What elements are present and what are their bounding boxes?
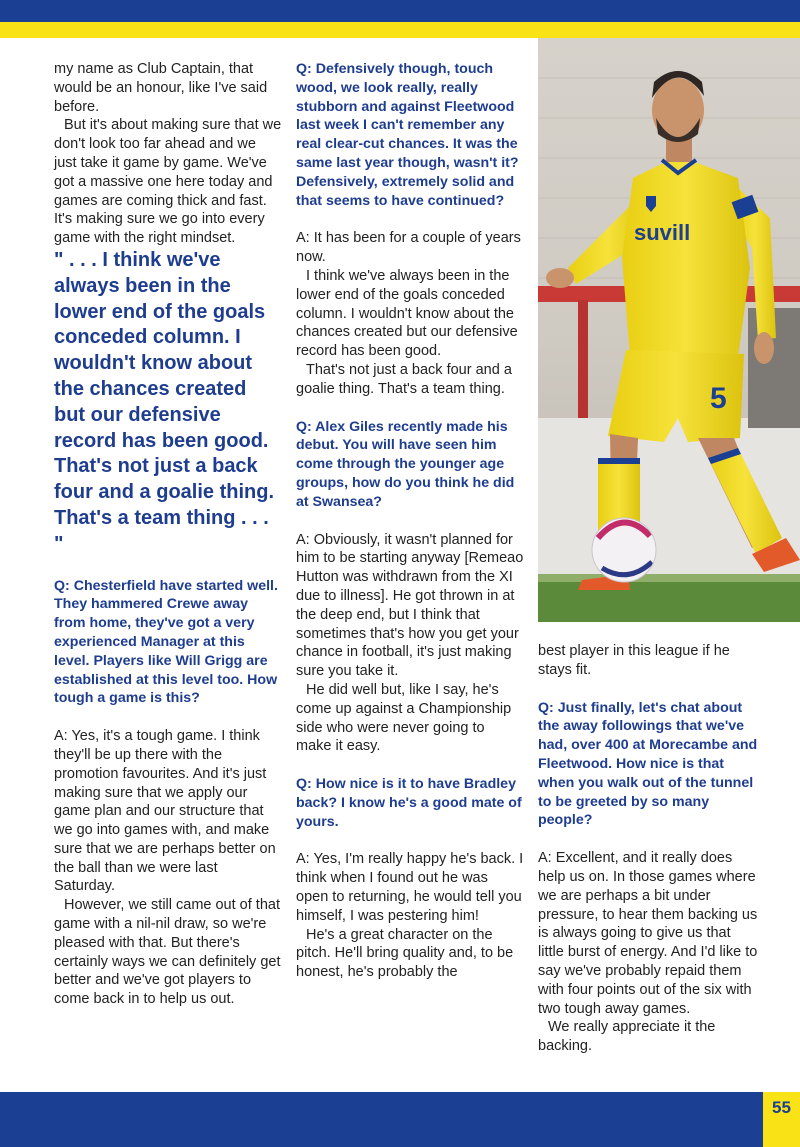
player-photo: [538, 38, 800, 622]
column-3: [538, 642, 760, 1056]
answer: A: Yes, I'm really happy he's back. I think when I found out he was open to returning, he would tell you himself, I was pestering him!: [296, 851, 524, 924]
page-number: 55: [763, 1092, 800, 1147]
paragraph: my name as Club Captain, that would be an honour, like I've said before.: [54, 61, 268, 115]
question: Q: How nice is it to have Bradley back? I know he's a good mate of yours.: [296, 776, 522, 830]
paragraph: However, we still came out of that game with a nil-nil draw, so we're pleased with that. But there's certainly ways we can definitely get better and we've got players to come back in to help us out.: [54, 897, 281, 1008]
paragraph: He did well but, like I say, he's come up against a Championship side who were never going to make it easy.: [296, 681, 512, 755]
answer: A: Yes, it's a tough game. I think they'll be up there with the promotion favourites. And it's just making sure that we apply our game plan and our structure that we go into games with, and make sure that we are perhaps better on the ball than we were last Saturday.: [54, 728, 276, 895]
answer: A: It has been for a couple of years now.: [296, 230, 521, 266]
top-yellow-stripe: [0, 22, 800, 38]
paragraph: I think we've always been in the lower end of the goals conceded column. I wouldn't know about the chances created but our defensive record has been good.: [296, 267, 518, 360]
shirt-number: 5: [710, 382, 727, 415]
paragraph: That's not just a back four and a goalie thing. That's a team thing.: [296, 361, 512, 397]
paragraph: He's a great character on the pitch. He'll bring quality and, to be honest, he's probably the: [296, 926, 514, 981]
question: Q: Alex Giles recently made his debut. You will have seen him come through the younger age groups, how do you think he did at Swansea?: [296, 418, 515, 510]
column-1: [54, 60, 282, 1009]
question: Q: Just finally, let's chat about the away followings that we've had, over 400 at Morecambe and Fleetwood. How nice is that when you walk out of the tunnel to be greeted by so many people?: [538, 699, 758, 829]
answer: A: Obviously, it wasn't planned for him to be starting anyway [Remeao Hutton was withdrawn from the XI due to illness]. He got thrown in at the deep end, but I think that sometimes that's how you get your chance in football, it's just making sure you take it.: [296, 531, 524, 680]
paragraph: best player in this league if he stays fit.: [538, 643, 730, 678]
answer: A: Excellent, and it really does help us on. In those games where we are perhaps a bit under pressure, to hear them backing us is always going to give us that little burst of energy. And I'd like to say we've probably repaid them with four points out of the six with two tough away games.: [538, 850, 758, 1017]
shirt-sponsor: suvill: [634, 220, 691, 245]
paragraph: We really appreciate it the backing.: [538, 1019, 716, 1055]
question: Q: Defensively though, touch wood, we look really, really stubborn and against Fleetwood last week I can't remember any real clear-cut chances. It was the same last year though, wasn't it? Defensively, extremely solid and that seems to have continued?: [296, 61, 519, 209]
top-blue-bar: [0, 0, 800, 22]
column-2: [296, 60, 524, 982]
bottom-blue-bar: [0, 1092, 763, 1147]
pull-quote: " . . . I think we've always been in the lower end of the goals conceded column. I wouldn't know about the chances created but our defensive record has been good. That's not just a back four and a goalie thing. That's a team thing . . . ": [54, 248, 274, 555]
paragraph: But it's about making sure that we don't look too far ahead and we just take it game by game. We've got a massive one here today and games are coming thick and fast. It's making sure we go into every game with the right mindset.: [54, 117, 282, 247]
question: Q: Chesterfield have started well. They hammered Crewe away from home, they've got a very experienced Manager at this level. Players like Will Grigg are established at this level too. How tough a game is this?: [54, 577, 278, 707]
